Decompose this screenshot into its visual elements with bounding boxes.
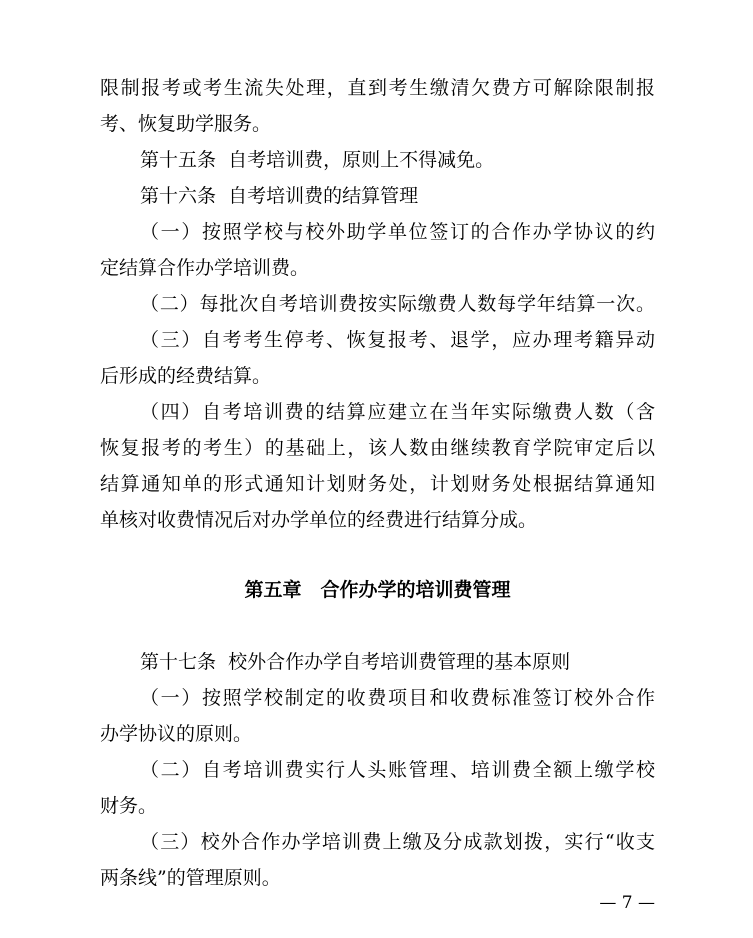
page-number: — 7 — [599,893,655,913]
paragraph-line: （一）按照学校制定的收费项目和收费标准签订校外合作 [140,687,655,709]
paragraph-line: 财务。 [100,795,158,817]
paragraph-line: 结算通知单的形式通知计划财务处，计划财务处根据结算通知 [100,473,655,495]
paragraph-line: 后形成的经费结算。 [100,365,272,387]
paragraph-line: 定结算合作办学培训费。 [100,257,310,279]
chapter-heading: 第五章 合作办学的培训费管理 [244,579,511,601]
paragraph-line: （三）自考考生停考、恢复报考、退学，应办理考籍异动 [140,329,655,351]
paragraph-line: 限制报考或考生流失处理，直到考生缴清欠费方可解除限制报 [100,77,655,99]
paragraph-line: （四）自考培训费的结算应建立在当年实际缴费人数（含 [140,401,655,423]
article-17-title: 第十七条 校外合作办学自考培训费管理的基本原则 [140,651,571,673]
paragraph-line: 考、恢复助学服务。 [100,113,272,135]
paragraph-line: 单核对收费情况后对办学单位的经费进行结算分成。 [100,509,538,531]
paragraph-line: 两条线”的管理原则。 [100,867,281,889]
paragraph-line: 办学协议的原则。 [100,723,253,745]
document-body [100,70,655,896]
paragraph-line: （二）每批次自考培训费按实际缴费人数每学年结算一次。 [140,293,655,315]
paragraph-line: （三）校外合作办学培训费上缴及分成款划拨，实行“收支 [140,831,655,853]
article-16-title: 第十六条 自考培训费的结算管理 [140,185,419,207]
paragraph-line: 恢复报考的考生）的基础上，该人数由继续教育学院审定后以 [100,437,655,459]
paragraph-line: （二）自考培训费实行人头账管理、培训费全额上缴学校 [140,759,655,781]
article-15-line: 第十五条 自考培训费，原则上不得减免。 [140,149,495,171]
paragraph-line: （一）按照学校与校外助学单位签订的合作办学协议的约 [140,221,655,243]
